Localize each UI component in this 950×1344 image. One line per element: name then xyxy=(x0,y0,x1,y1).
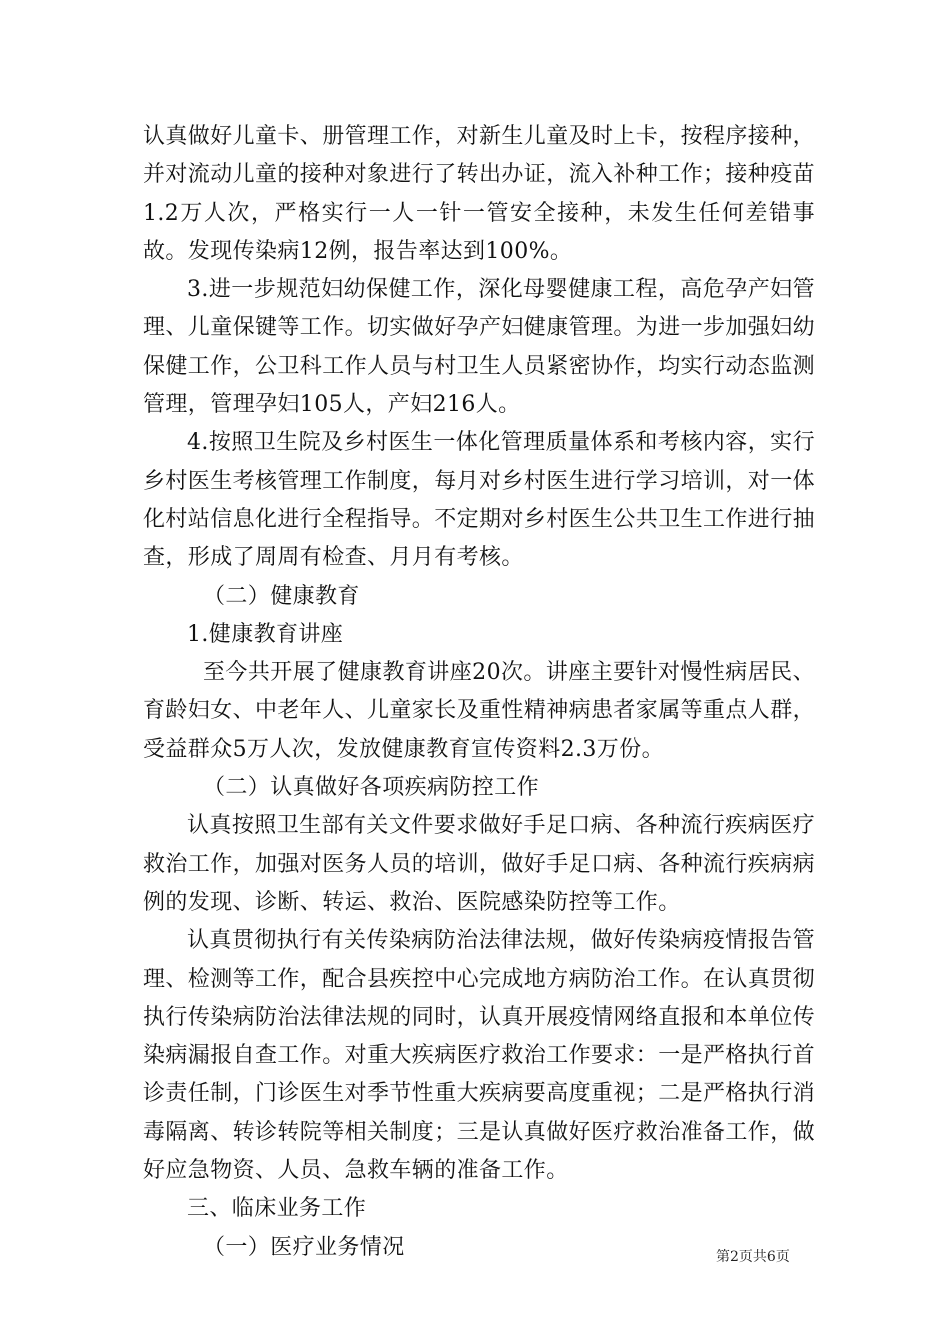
document-body xyxy=(143,118,815,1267)
paragraph-infectious-disease-law: 认真贯彻执行有关传染病防治法律法规，做好传染病疫情报告管理、检测等工作，配合县疾控中心完成地方病防治工作。在认真贯彻执行传染病防治法律法规的同时，认真开展疫情网络直报和本单位传染病漏报自查工作。对重大疾病医疗救治工作要求：一是严格执行首诊责任制，门诊医生对季节性重大疾病要高度重视；二是严格执行消毒隔离、转诊转院等相关制度；三是认真做好医疗救治准备工作，做好应急物资、人员、急救车辆的准备工作。 xyxy=(143,928,816,1184)
paragraph-health-lectures: 至今共开展了健康教育讲座20次。讲座主要针对慢性病居民、育龄妇女、中老年人、儿童家长及重性精神病患者家属等重点人群，受益群众5万人次，发放健康教育宣传资料2.3万份。 xyxy=(143,660,816,762)
paragraph-child-immunization: 认真做好儿童卡、册管理工作，对新生儿童及时上卡，按程序接种，并对流动儿童的接种对象进行了转出办证，流入补种工作；接种疫苗1.2万人次，严格实行一人一针一管安全接种，未发生任何差错事故。发现传染病12例，报告率达到100%。 xyxy=(143,124,816,264)
paragraph-village-doctor-management: 4.按照卫生院及乡村医生一体化管理质量体系和考核内容，实行乡村医生考核管理工作制度，每月对乡村医生进行学习培训，对一体化村站信息化进行全程指导。不定期对乡村医生公共卫生工作进行抽查，形成了周周有检查、月月有考核。 xyxy=(143,430,816,571)
paragraph-maternal-child-health: 3.进一步规范妇幼保健工作，深化母婴健康工程，高危孕产妇管理、儿童保键等工作。切实做好孕产妇健康管理。为进一步加强妇幼保健工作，公卫科工作人员与村卫生人员紧密协作，均实行动态监测管理，管理孕妇105人，产妇216人。 xyxy=(143,277,816,418)
page-number: 第2页共6页 xyxy=(716,1249,790,1265)
subheading-health-lectures: 1.健康教育讲座 xyxy=(187,621,344,647)
section-heading-disease-control: （二）认真做好各项疾病防控工作 xyxy=(203,775,540,801)
section-heading-health-education: （二）健康教育 xyxy=(203,583,360,609)
subheading-medical-business: （一）医疗业务情况 xyxy=(203,1234,405,1260)
section-heading-clinical-work: 三、临床业务工作 xyxy=(187,1196,367,1222)
paragraph-disease-treatment: 认真按照卫生部有关文件要求做好手足口病、各种流行疾病医疗救治工作，加强对医务人员的培训，做好手足口病、各种流行疾病病例的发现、诊断、转运、救治、医院感染防控等工作。 xyxy=(143,813,816,915)
